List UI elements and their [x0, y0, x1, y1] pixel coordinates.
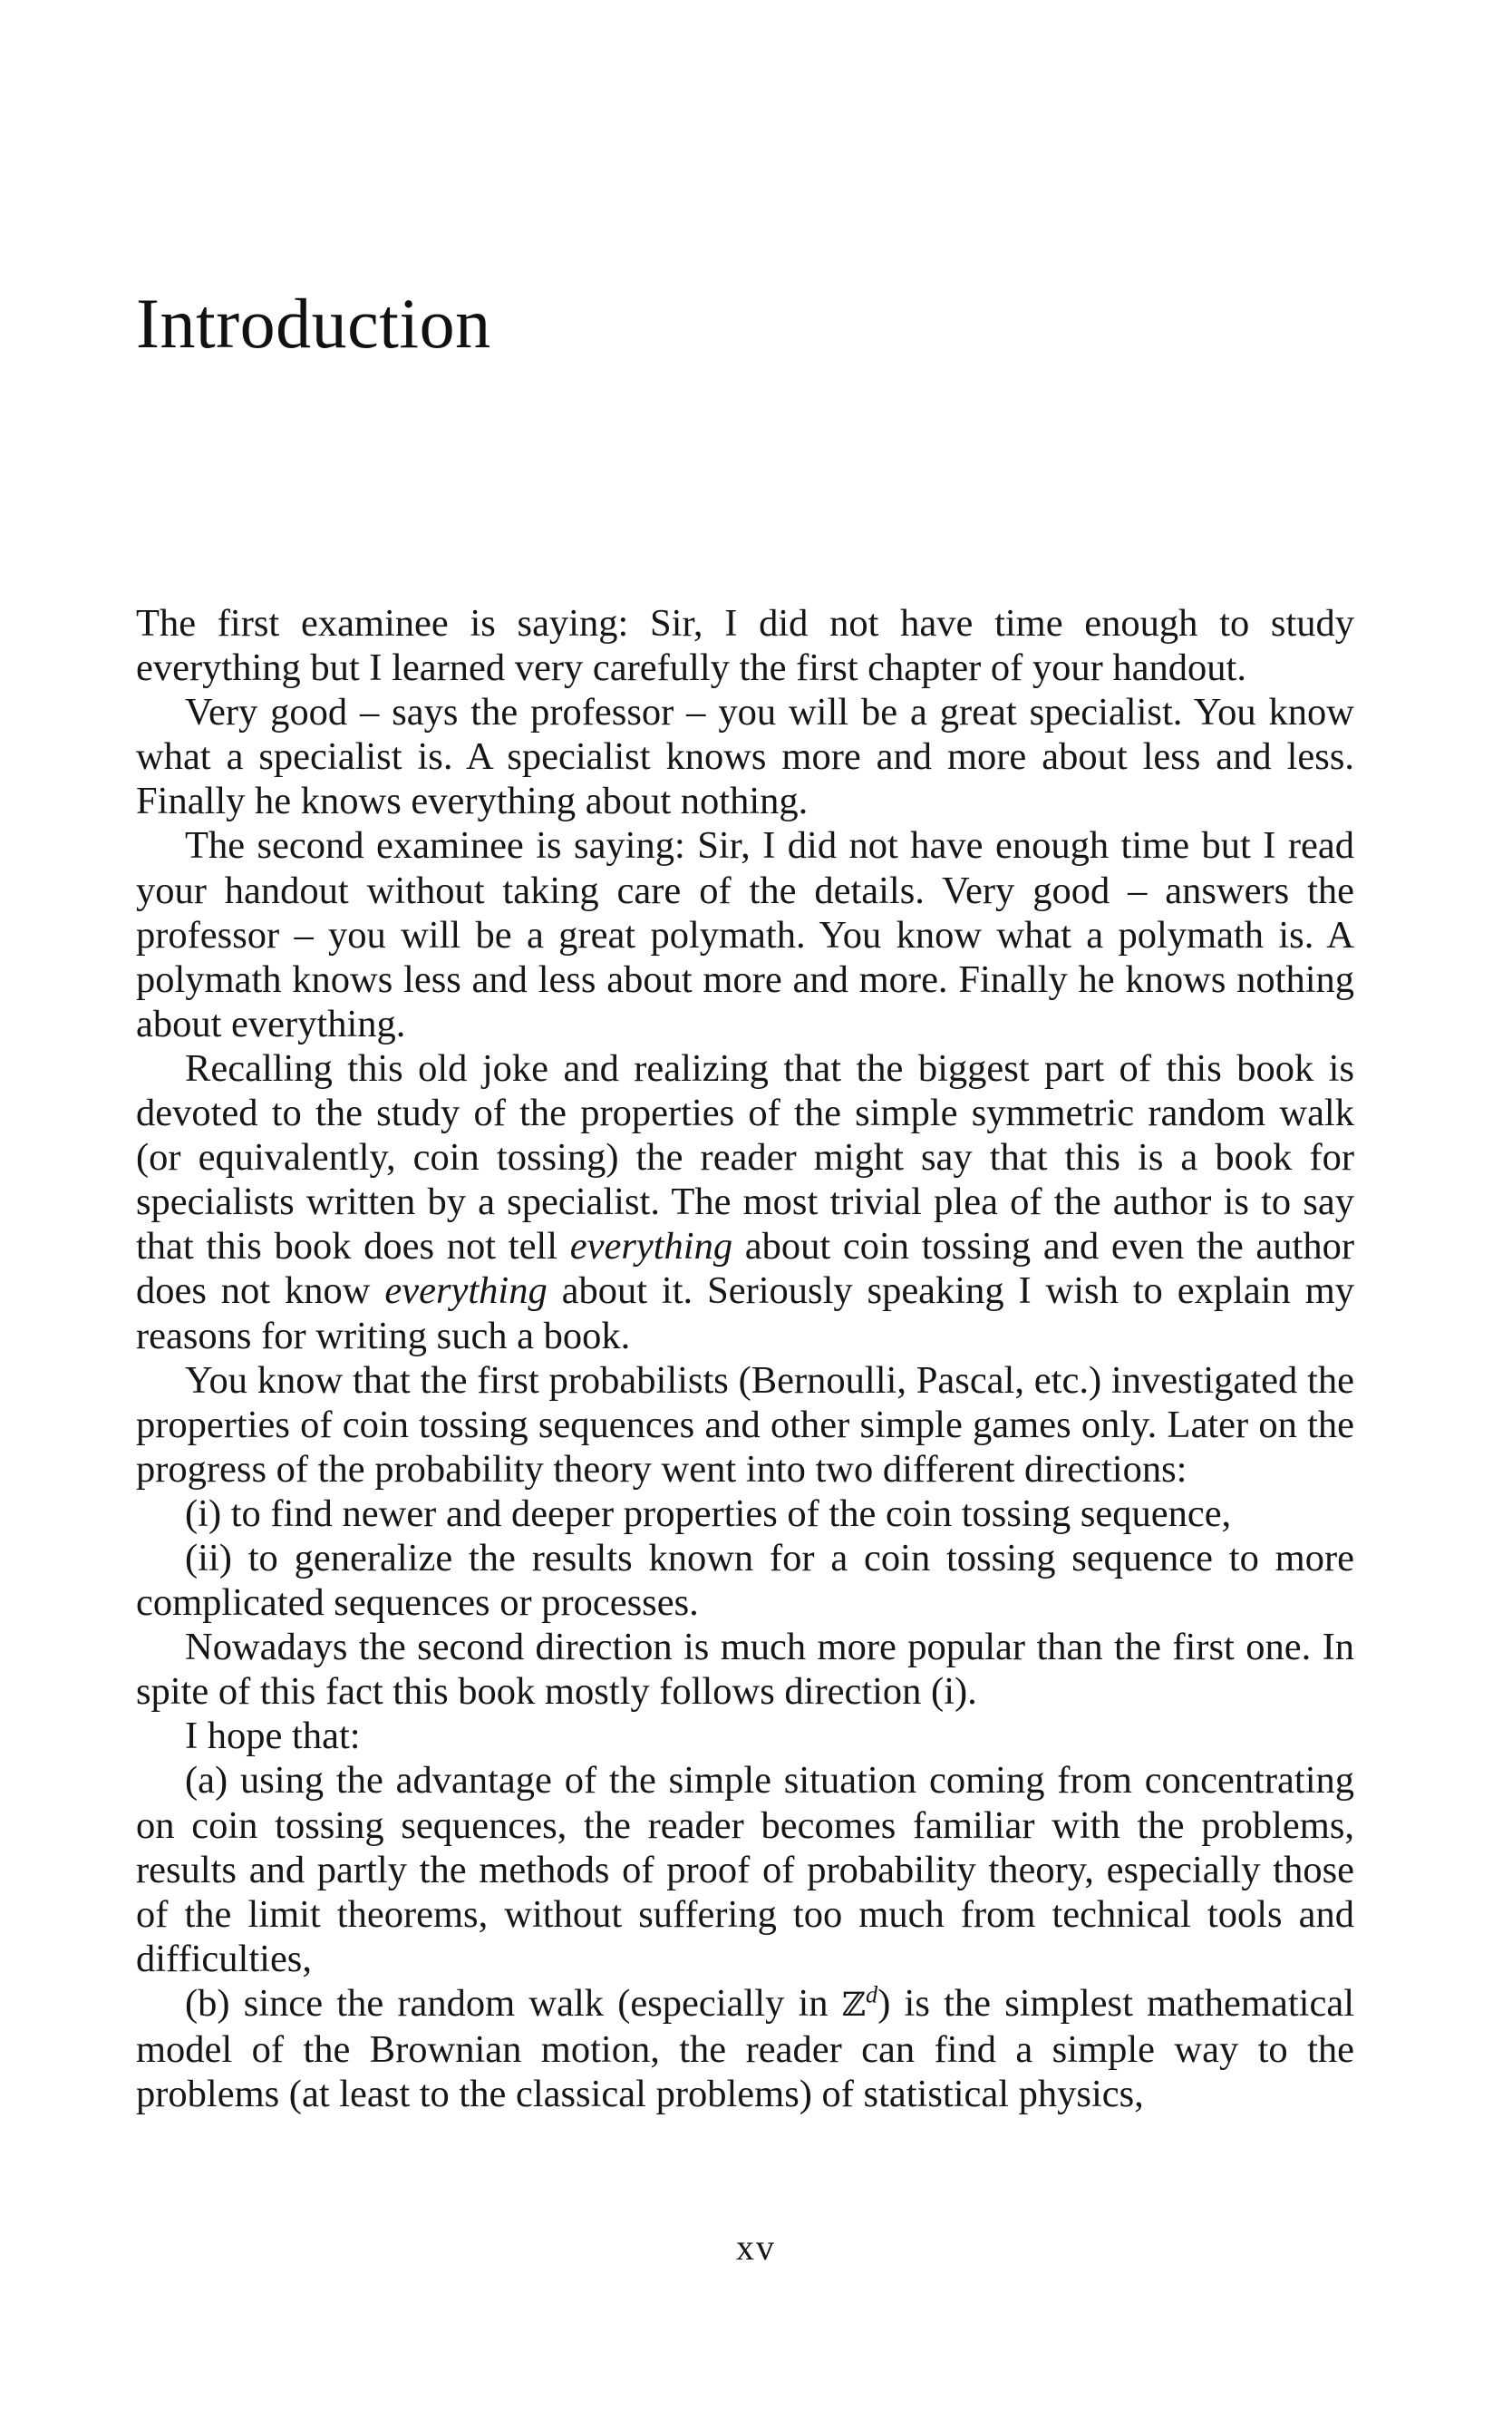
paragraph-specialist: Very good – says the professor – you will be a great specialist. You know what a specialist is. A specialist knows more and more about less and less. Finally he knows everything about nothing.: [136, 691, 1354, 823]
list-item-b: [136, 1981, 1354, 2116]
paragraph-first-examinee: The first examinee is saying: Sir, I did not have time enough to study everything but I learned very carefully the first chapter of your handout.: [136, 602, 1354, 690]
paragraph-second-examinee: The second examinee is saying: Sir, I did not have enough time but I read your handout without taking care of the details. Very good – answers the professor – you will be a great polymath. You know what a polymath is. A polymath knows less and less about more and more. Finally he knows nothing about everything.: [136, 824, 1354, 1045]
list-item-ii: (ii) to generalize the results known for a coin tossing sequence to more complicated sequences or processes.: [136, 1536, 1354, 1625]
text-span: Recalling this old joke and realizing that the biggest part of this book is devoted to the study of the properties of the simple symmetric random walk (or equivalently, coin tossing) the reader might say that this is a book for specialists written by a specialist. The most trivial plea of the author is to say that this book does not tell: [136, 1046, 1354, 1268]
page-number: xv: [736, 2227, 776, 2268]
text-span: about it. Seriously speaking I wish to explain my reasons for writing such a book.: [136, 1269, 1354, 1357]
list-item-a: (a) using the advantage of the simple situation coming from concentrating on coin tossing sequences, the reader becomes familiar with the problems, results and partly the methods of proof of probability theory, especially those of the limit theorems, without suffering too much from technical tools and difficulties,: [136, 1759, 1354, 1980]
integer-set-symbol: ℤ: [841, 1986, 867, 2024]
paragraph-nowadays: Nowadays the second direction is much more popular than the first one. In spite of this fact this book mostly follows direction (i).: [136, 1626, 1354, 1714]
paragraph-first-probabilists: You know that the first probabilists (Bernoulli, Pascal, etc.) investigated the properties of coin tossing sequences and other simple games only. Later on the progress of the probability theory went into two different directions:: [136, 1358, 1354, 1491]
emphasis-everything: everything: [569, 1225, 733, 1268]
paragraph-recalling-joke: [136, 1046, 1354, 1358]
text-span: (b) since the random walk (especially in: [185, 1981, 842, 2025]
paragraph-i-hope: I hope that:: [185, 1715, 361, 1758]
chapter-title: Introduction: [136, 284, 491, 363]
list-item-i: (i) to find newer and deeper properties of the coin tossing sequence,: [185, 1492, 1232, 1535]
text-span: ) is the simplest mathematical model of the Brownian motion, the reader can find a simple way to the problems (at least to the classical problems) of statistical physics,: [136, 1981, 1354, 2116]
dimension-exponent: d: [866, 1981, 878, 2008]
body-text: [136, 601, 1354, 2116]
text-span: about coin tossing and even the author does not know: [136, 1225, 1354, 1313]
emphasis-everything: everything: [384, 1269, 548, 1313]
